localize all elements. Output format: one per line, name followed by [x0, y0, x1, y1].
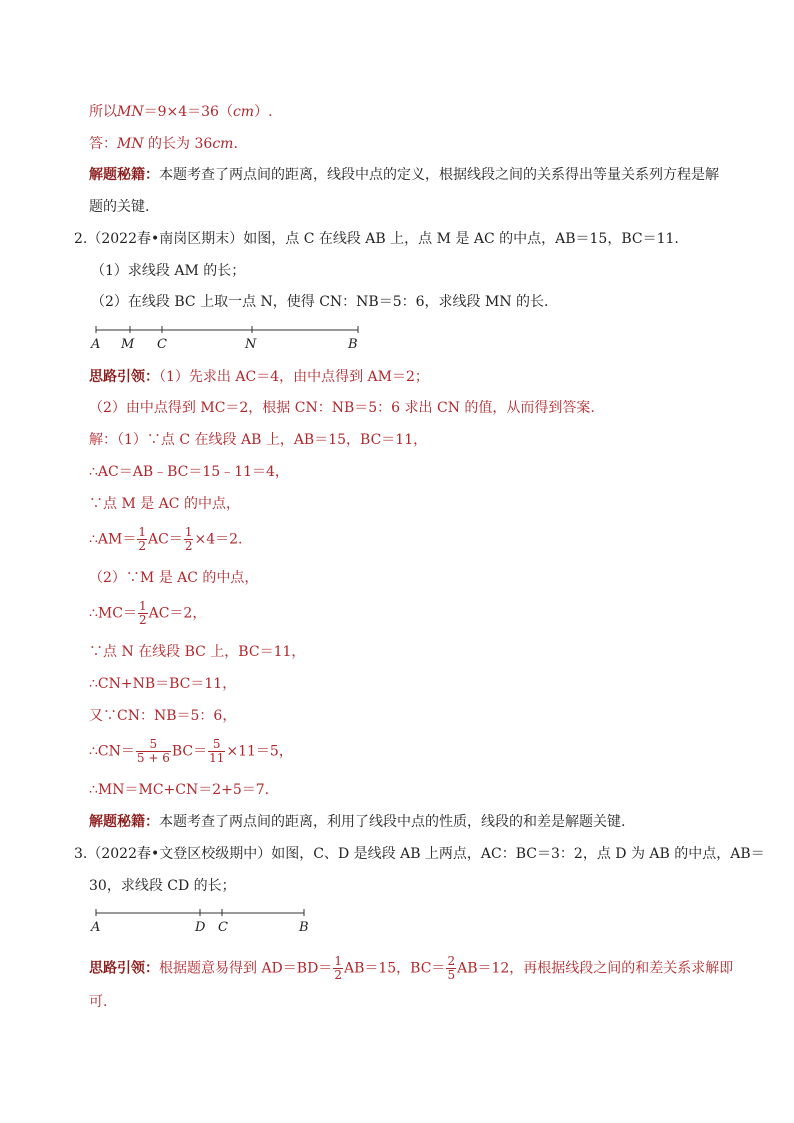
q3-stem-1: [74, 844, 765, 864]
sol-text: ∴CN+NB＝BC＝11，: [89, 676, 237, 692]
frac-den: 2: [334, 968, 342, 982]
hint-text: 可.: [89, 994, 108, 1010]
label-a: A: [91, 337, 101, 352]
tip-line-2: [89, 197, 149, 217]
q2-sol-8: [89, 674, 236, 694]
sol-text: ×4＝2.: [194, 531, 243, 548]
frac-den: 2: [184, 539, 193, 553]
label-d: D: [195, 920, 206, 935]
sol-text: 又∵CN：NB＝5：6，: [89, 708, 237, 724]
sol-text: BC＝: [171, 743, 208, 760]
frac-num: 1: [138, 525, 146, 539]
q2-sol-5: [89, 568, 258, 588]
tip-text-cont: 题的关键.: [89, 199, 150, 215]
q2-sol-4: [89, 526, 242, 553]
sol-text: ∴AM＝: [89, 531, 137, 548]
q3-stem-2: [89, 876, 236, 896]
q2-hint-1: [89, 367, 429, 387]
q2-sol-9: [89, 706, 236, 726]
label-b: B: [299, 920, 309, 935]
sol-text: ∴MC＝: [89, 605, 137, 622]
q2-tip: [89, 812, 625, 832]
q2-sol-1: [89, 430, 427, 450]
frac-den: 11: [209, 751, 225, 765]
var-mn: MN: [117, 104, 144, 120]
hint-text: AB＝15，BC＝: [343, 960, 446, 977]
q2-sol-11: [89, 780, 269, 800]
label-c: C: [157, 337, 167, 352]
sol-text: AC＝2，: [148, 605, 207, 622]
frac-num: 5: [136, 738, 171, 752]
text: 答：: [89, 136, 117, 152]
fraction-five-elevenths: [208, 738, 225, 765]
hint-text: （2）由中点得到 MC＝2，根据 CN：NB＝5：6 求出 CN 的值，从而得到答案.: [89, 400, 595, 416]
q2-sol-10: [89, 738, 293, 765]
label-c: C: [218, 920, 228, 935]
q3-stem-text: 3.（2022春•文登区校级期中）如图，C、D 是线段 AB 上两点，AC：BC＝3：2，点 D 为 AB 的中点，AB＝: [74, 846, 765, 862]
tip-label: 解题秘籍：: [89, 167, 159, 183]
text: 所以: [89, 104, 117, 120]
fraction-one-half: [138, 600, 148, 627]
q2-segment-figure: [90, 320, 370, 354]
q2-stem: [74, 229, 679, 249]
q2-sol-2: [89, 462, 289, 482]
q3-segment-figure: [90, 903, 320, 937]
q3-hint-1: [89, 955, 733, 982]
sol-text: （2）∵M 是 AC 的中点，: [89, 570, 259, 586]
sol-text: ∴AC＝AB﹣BC＝15﹣11＝4，: [89, 464, 289, 480]
hint-text: AB＝12，再根据线段之间的和差关系求解即: [457, 960, 734, 977]
text: ＝9×4＝36（: [143, 104, 233, 120]
label-a: A: [91, 920, 101, 935]
q3-hint-2: [89, 992, 107, 1012]
answer-line-2: [89, 134, 238, 154]
q2-part1-text: （1）求线段 AM 的长；: [91, 263, 246, 279]
frac-den: 2: [138, 613, 147, 627]
sol-text: ∴CN＝: [89, 743, 135, 760]
q3-stem-text: 30，求线段 CD 的长；: [89, 878, 236, 894]
q2-part2-text: （2）在线段 BC 上取一点 N，使得 CN：NB＝5：6，求线段 MN 的长.: [91, 294, 549, 310]
hint-text: （1）先求出 AC＝4，由中点得到 AM＝2；: [159, 369, 429, 385]
q2-stem-text: 2.（2022春•南岗区期末）如图，点 C 在线段 AB 上，点 M 是 AC 的中点，AB＝15，BC＝11.: [74, 231, 679, 247]
fraction-one-half: [137, 526, 147, 553]
sol-text: ∵点 N 在线段 BC 上，BC＝11，: [89, 644, 306, 660]
text: ）.: [254, 104, 273, 120]
q2-part2: [91, 292, 548, 312]
answer-line-1: [89, 102, 273, 122]
frac-num: 5: [208, 738, 225, 752]
q2-part1: [91, 261, 245, 281]
label-b: B: [348, 337, 358, 352]
q2-sol-3: [89, 494, 240, 514]
tip-line-1: [89, 165, 719, 185]
text: .: [233, 136, 238, 152]
var-mn: MN: [117, 136, 144, 152]
frac-den: 5 + 6: [136, 751, 170, 765]
unit-cm: cm: [212, 136, 234, 152]
q2-sol-6: [89, 600, 206, 627]
hint-label: 思路引领：: [89, 960, 159, 977]
fraction-one-half: [333, 955, 343, 982]
label-n: N: [245, 337, 257, 352]
frac-den: 2: [138, 539, 146, 553]
hint-text: 根据题意易得到 AD＝BD＝: [159, 960, 333, 977]
frac-den: 5: [447, 968, 456, 982]
sol-text: 解：（1）∵点 C 在线段 AB 上，AB＝15，BC＝11，: [89, 432, 428, 448]
q2-hint-2: [89, 398, 595, 418]
frac-num: 1: [138, 599, 147, 613]
tip-text: 本题考查了两点间的距离，利用了线段中点的性质，线段的和差是解题关键.: [159, 814, 626, 830]
fraction-two-fifths: [446, 955, 456, 982]
fraction-five-over-five-plus-six: [136, 738, 171, 765]
hint-label: 思路引领：: [89, 369, 159, 385]
q2-sol-7: [89, 642, 305, 662]
frac-num: 1: [334, 954, 342, 968]
frac-num: 2: [447, 954, 456, 968]
sol-text: AC＝: [148, 531, 183, 548]
text: 的长为 36: [143, 136, 213, 152]
tip-text: 本题考查了两点间的距离，线段中点的定义，根据线段之间的关系得出等量关系列方程是解: [159, 167, 719, 183]
label-m: M: [121, 337, 135, 352]
frac-num: 1: [184, 525, 193, 539]
fraction-one-half: [184, 526, 194, 553]
tip-label: 解题秘籍：: [89, 814, 159, 830]
sol-text: ×11＝5，: [226, 743, 293, 760]
unit-cm: cm: [232, 104, 255, 120]
sol-text: ∵点 M 是 AC 的中点，: [89, 496, 240, 512]
sol-text: ∴MN＝MC+CN＝2+5＝7.: [89, 782, 270, 798]
